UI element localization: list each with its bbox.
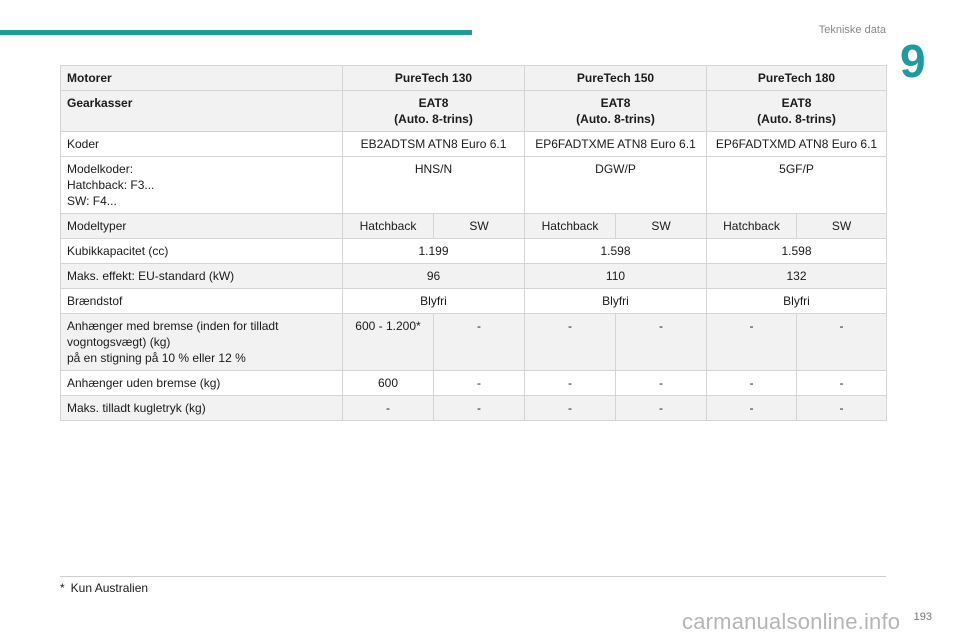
footnote-mark: * xyxy=(60,581,65,595)
section-title: Tekniske data xyxy=(818,24,886,36)
table-row xyxy=(61,132,887,157)
cell: - xyxy=(525,371,616,396)
table-header-row xyxy=(61,66,887,91)
row-label: Modelkoder: Hatchback: F3... SW: F4... xyxy=(61,157,343,214)
cell: Blyfri xyxy=(525,289,707,314)
cell: 600 xyxy=(343,371,434,396)
header-cell: PureTech 180 xyxy=(707,66,887,91)
row-label: Koder xyxy=(61,132,343,157)
row-label: Kubikkapacitet (cc) xyxy=(61,239,343,264)
cell: 5GF/P xyxy=(707,157,887,214)
cell: 1.598 xyxy=(525,239,707,264)
cell: Hatchback xyxy=(343,214,434,239)
header-cell: PureTech 150 xyxy=(525,66,707,91)
table-row xyxy=(61,214,887,239)
footnote xyxy=(60,581,148,595)
row-label: Anhænger med bremse (inden for tilladt vogntogsvægt) (kg) på en stigning på 10 % eller 12 % xyxy=(61,314,343,371)
cell: EAT8 (Auto. 8-trins) xyxy=(707,91,887,132)
table-row xyxy=(61,264,887,289)
cell: - xyxy=(707,371,797,396)
cell: 132 xyxy=(707,264,887,289)
cell: - xyxy=(525,396,616,421)
cell: 110 xyxy=(525,264,707,289)
cell: - xyxy=(434,371,525,396)
chapter-number: 9 xyxy=(900,35,926,87)
cell: - xyxy=(434,396,525,421)
cell: - xyxy=(616,314,707,371)
cell: EP6FADTXME ATN8 Euro 6.1 xyxy=(525,132,707,157)
cell: EAT8 (Auto. 8-trins) xyxy=(343,91,525,132)
cell: SW xyxy=(797,214,887,239)
row-label: Modeltyper xyxy=(61,214,343,239)
table-row xyxy=(61,91,887,132)
cell: - xyxy=(434,314,525,371)
table-row xyxy=(61,371,887,396)
cell: 600 - 1.200* xyxy=(343,314,434,371)
cell: - xyxy=(616,396,707,421)
table-row xyxy=(61,314,887,371)
row-label: Brændstof xyxy=(61,289,343,314)
cell: 1.598 xyxy=(707,239,887,264)
cell: Blyfri xyxy=(707,289,887,314)
table-row xyxy=(61,239,887,264)
cell: EAT8 (Auto. 8-trins) xyxy=(525,91,707,132)
cell: - xyxy=(797,314,887,371)
row-label: Maks. tilladt kugletryk (kg) xyxy=(61,396,343,421)
row-label: Gearkasser xyxy=(61,91,343,132)
cell: Blyfri xyxy=(343,289,525,314)
engine-spec-table xyxy=(60,65,887,421)
cell: - xyxy=(343,396,434,421)
footnote-text: Kun Australien xyxy=(70,581,149,595)
top-accent-bar xyxy=(0,30,472,35)
header-cell: Motorer xyxy=(61,66,343,91)
cell: DGW/P xyxy=(525,157,707,214)
cell: - xyxy=(525,314,616,371)
table-row xyxy=(61,396,887,421)
cell: EB2ADTSM ATN8 Euro 6.1 xyxy=(343,132,525,157)
row-label: Anhænger uden bremse (kg) xyxy=(61,371,343,396)
cell: - xyxy=(707,396,797,421)
cell: - xyxy=(616,371,707,396)
cell: 1.199 xyxy=(343,239,525,264)
row-label: Maks. effekt: EU-standard (kW) xyxy=(61,264,343,289)
cell: SW xyxy=(616,214,707,239)
page-number: 193 xyxy=(913,611,932,623)
cell: Hatchback xyxy=(525,214,616,239)
cell: - xyxy=(797,396,887,421)
cell: HNS/N xyxy=(343,157,525,214)
footnote-divider xyxy=(60,576,886,577)
watermark: carmanualsonline.info xyxy=(682,609,901,634)
table-row xyxy=(61,289,887,314)
cell: Hatchback xyxy=(707,214,797,239)
cell: - xyxy=(707,314,797,371)
header-cell: PureTech 130 xyxy=(343,66,525,91)
cell: - xyxy=(797,371,887,396)
table-row xyxy=(61,157,887,214)
cell: EP6FADTXMD ATN8 Euro 6.1 xyxy=(707,132,887,157)
cell: 96 xyxy=(343,264,525,289)
cell: SW xyxy=(434,214,525,239)
